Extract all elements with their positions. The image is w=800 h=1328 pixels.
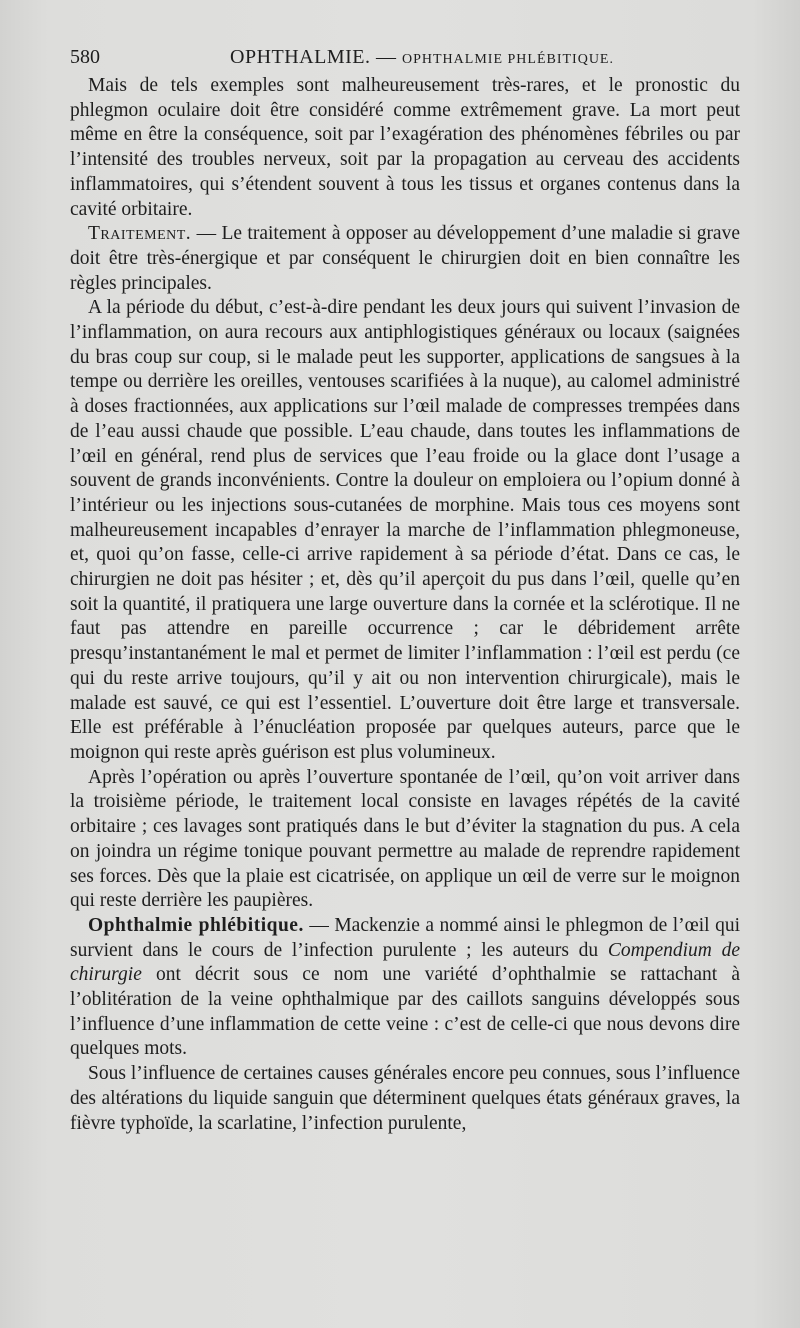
paragraph-text: Sous l’influence de certaines causes générales encore peu connues, sous l’influence des altérations du liquide sanguin que déterminent quelques états généraux graves, la fièvre typhoïde, la scarlatine, l’infection purulente,: [70, 1063, 740, 1134]
paragraph-text: — Le traitement à opposer au développement d’une maladie si grave doit être très-énergique et par conséquent le chirurgien doit en bien connaître les règles principales.: [70, 223, 740, 294]
paragraph-post-operation: [70, 766, 740, 914]
running-title: [230, 42, 614, 75]
paragraph-text: — Mackenzie a nommé ainsi le phlegmon de l’œil qui survient dans le cours de l’infection purulente ; les auteurs du: [70, 914, 740, 961]
paragraph-text: Après l’opération ou après l’ouverture spontanée de l’œil, qu’on voit arriver dans la troisième période, le traitement local consiste en lavages répétés de la cavité orbitaire ; ces lavages sont pratiqués dans le but d’éviter la stagnation du pus. A cela on joindra un régime tonique pouvant permettre au malade de reprendre rapidement ses forces. Dès que la plaie est cicatrisée, on applique un œil de verre sur le moignon qui reste derrière les paupières.: [70, 766, 740, 912]
running-title-section: OPHTHALMIE PHLÉBITIQUE.: [402, 52, 614, 67]
running-title-main: OPHTHALMIE.: [230, 46, 371, 68]
section-heading-ophthalmie-phlebitique: Ophthalmie phlébitique.: [88, 914, 304, 936]
paragraph-treatment-intro: [70, 222, 740, 296]
book-title-compendium: Compendium de chirurgie: [70, 939, 741, 986]
paragraph-text: A la période du début, c’est-à-dire pendant les deux jours qui suivent l’invasion de l’inflammation, on aura recours aux antiphlogistiques généraux ou locaux (saignées du bras coup sur coup, si le malade peut les supporter, applications de sangsues à la tempe ou derrière les oreilles, ventouses scarifiées à la nuque), au calomel administré à doses fractionnées, aux applications sur l’œil malade de compresses trempées dans de l’eau aussi chaude que possible. L’eau chaude, dans toutes les inflammations de l’œil en général, rend plus de services que l’eau froide ou la glace dont l’usage a souvent de grands inconvénients. Contre la douleur on emploiera ou l’opium donné à l’intérieur ou les injections sous-cutanées de morphine. Mais tous ces moyens sont malheureusement incapables d’enrayer la marche de l’inflammation phlegmoneuse, et, quoi qu’on fasse, celle-ci arrive rapidement à sa période d’état. Dans ce cas, le chirurgien ne doit pas hésiter ; et, dès qu’il aperçoit du pus dans l’œil, quelle qu’en soit la quantité, il pratiquera une large ouverture dans la cornée et la sclérotique. Il ne faut pas attendre en pareille occurrence ; car le débridement arrête presqu’instantanément le mal et permet de limiter l’inflammation : l’œil est perdu (ce qui du reste arrive toujours, qu’il y ait ou non intervention chirurgicale), mais le malade est sauvé, ce qui est l’essentiel. L’ouverture doit être large et transversale. Elle est préférable à l’énucléation proposée par quelques auteurs, parce que le moignon qui reste après guérison est plus volumineux.: [70, 297, 740, 763]
paragraph-text: Mais de tels exemples sont malheureusement très-rares, et le pronostic du phlegmon oculaire doit être considéré comme extrêmement grave. La mort peut même en être la conséquence, soit par l’exagération des phénomènes fébriles ou par l’intensité des troubles nerveux, soit par la propagation au cerveau des accidents inflammatoires, qui s’étendent souvent à tous les tissus et organes contenus dans la cavité orbitaire.: [70, 75, 740, 220]
paragraph-text: ont décrit sous ce nom une variété d’ophthalmie se rattachant à l’oblitération de la veine ophthalmique par des caillots sanguins développés sous l’influence d’une inflammation de cette veine : c’est de celle-ci que nous devons dire quelques mots.: [70, 964, 740, 1060]
page-number: 580: [70, 46, 100, 68]
paragraph-causes: [70, 1062, 740, 1136]
running-title-separator: —: [370, 46, 402, 68]
body-text: [70, 74, 740, 1136]
paragraph-ophthalmie-phlebitique: [70, 914, 740, 1062]
paragraph-treatment-onset: [70, 296, 740, 765]
running-header: [70, 42, 740, 72]
section-lead-traitement: Traitement.: [88, 223, 192, 245]
paragraph-prognosis: [70, 74, 740, 222]
